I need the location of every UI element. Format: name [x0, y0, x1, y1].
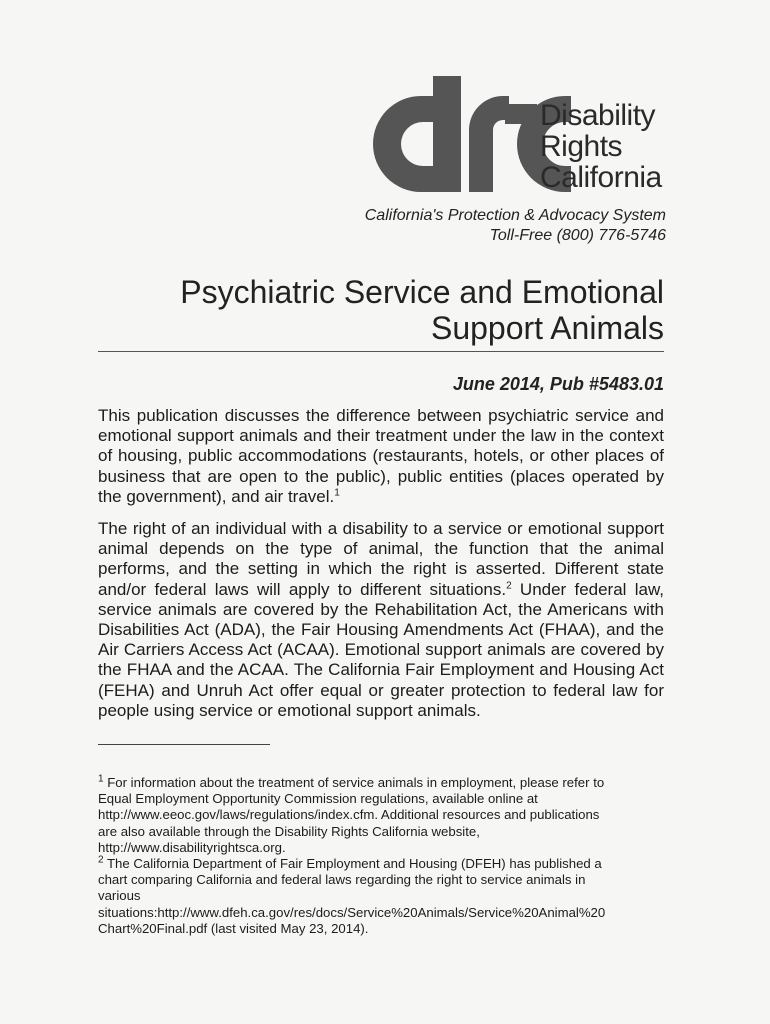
footnote-1-line: Equal Employment Opportunity Commission regulations, available online at — [98, 791, 538, 807]
title-line-1: Psychiatric Service and Emotional — [180, 274, 664, 310]
body-paragraph-2 — [98, 519, 664, 721]
footnote-2-line: chart comparing California and federal laws regarding the right to service animals in — [98, 872, 586, 888]
footnote-divider — [98, 744, 270, 745]
publication-number: #5483.01 — [588, 374, 664, 394]
footnote-1-line: are also available through the Disability Rights California website, — [98, 823, 480, 839]
footnote-2-line: The California Department of Fair Employment and Housing (DFEH) has published a — [103, 856, 602, 872]
paragraph-1-text: This publication discusses the difference between psychiatric service and emotional support animals and their treatment under the law in the context of housing, public accommodations (restaurants, hotels, or other places of business that are open to the public), public entities (places operated by the government), and air travel. — [98, 406, 664, 506]
footnote-ref-2: 2 — [506, 579, 512, 591]
title-line-2: Support Animals — [430, 310, 664, 346]
paragraph-2-text-a: The right of an individual with a disability to a service or emotional support animal depends on the type of animal, the function that the animal performs, and the setting in which the right is asserted. Different state and/or federal laws will apply to different situations. — [98, 519, 664, 599]
footnote-ref-1: 1 — [334, 487, 340, 499]
tagline-phone: Toll-Free (800) 776-5746 — [489, 227, 666, 244]
logo-word-disability: Disability — [540, 99, 656, 132]
logo-wordmark — [540, 100, 662, 193]
footnotes — [98, 775, 664, 937]
publication-info — [453, 374, 664, 395]
footnote-2-line: various — [98, 888, 141, 904]
footnote-2-mark: 2 — [98, 854, 104, 866]
document-body — [98, 406, 664, 733]
footnote-2-line: Chart%20Final.pdf (last visited May 23, 2014). — [98, 920, 369, 936]
body-paragraph-1 — [98, 406, 664, 507]
organization-tagline — [365, 206, 666, 246]
publication-date: June 2014, Pub — [452, 374, 589, 394]
page-title — [180, 274, 664, 346]
logo-word-rights: Rights — [540, 130, 623, 163]
title-divider — [98, 351, 664, 352]
footnote-1 — [98, 775, 664, 856]
logo-word-california: California — [540, 161, 662, 194]
tagline-system: California's Protection & Advocacy System — [364, 207, 666, 224]
footnote-1-link-eeoc: http://www.eeoc.gov/laws/regulations/index.cfm. Additional resources and publications — [98, 807, 600, 823]
footnote-1-link-drc: http://www.disabilityrightsca.org. — [98, 839, 286, 855]
footnote-2 — [98, 856, 664, 937]
footnote-2-link-dfeh: situations:http://www.dfeh.ca.gov/res/docs/Service%20Animals/Service%20Animal%20 — [98, 904, 606, 920]
footnote-1-mark: 1 — [98, 773, 104, 785]
footnote-1-line: For information about the treatment of service animals in employment, please refer to — [103, 775, 605, 790]
paragraph-2-text-b: Under federal law, service animals are covered by the Rehabilitation Act, the Americans with Disabilities Act (ADA), the Fair Housing Amendments Act (FHAA), and the Air Carriers Access Act (ACAA). Emotional support animals are covered by the FHAA and the ACAA. The California Fair Employment and Housing Act (FEHA) and Unruh Act offer equal or greater protection to federal law for people using service or emotional support animals. — [98, 579, 665, 720]
